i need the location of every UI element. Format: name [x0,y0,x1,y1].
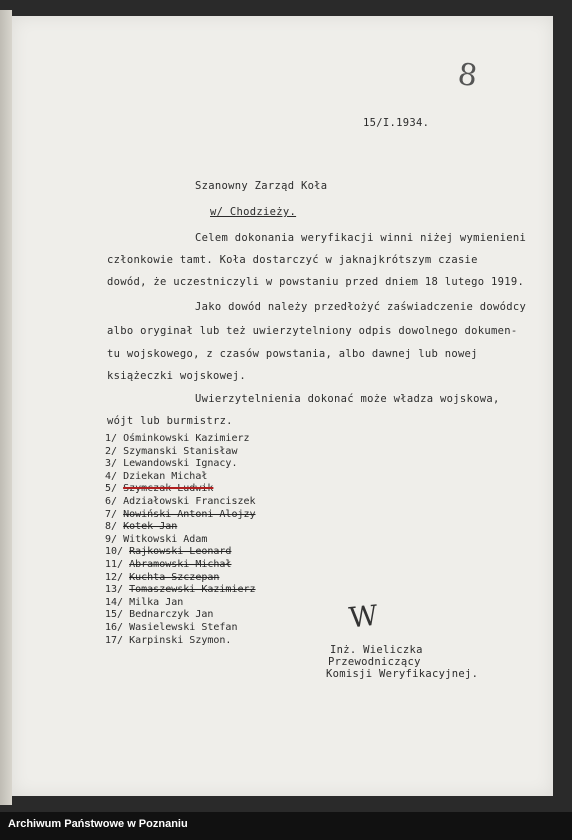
item-number: 15/ [105,609,124,621]
signer-committee: Komisji Weryfikacyjnej. [326,668,479,680]
page-number: 8 [455,56,480,95]
member-name: Dziekan Michał [123,470,208,482]
item-number: 7/ [105,508,118,520]
item-number: 16/ [105,621,124,633]
item-number: 11/ [105,558,124,570]
list-item [105,597,256,610]
signer-name: Inż. Wieliczka [330,644,423,656]
item-number: 14/ [105,596,124,608]
item-number: 10/ [105,546,124,558]
member-name: Wasielewski Stefan [129,621,238,633]
list-item [105,584,256,597]
list-item [105,546,256,559]
member-name: Lewandowski Ignacy. [123,458,238,470]
list-item [105,572,256,585]
list-item [105,446,256,459]
letter-date: 15/I.1934. [363,117,430,129]
member-name: Kuchta Szczepan [129,571,220,583]
item-number: 3/ [105,458,118,470]
item-number: 2/ [105,445,118,457]
body-line-3: dowód, że uczestniczyli w powstaniu przed dniem 18 lutego 1919. [107,276,525,288]
item-number: 9/ [105,533,118,545]
member-name: Karpinski Szymon. [129,634,232,646]
item-number: 6/ [105,495,118,507]
member-name: Milka Jan [129,596,184,608]
body-line-7: książeczki wojskowej. [107,370,247,382]
member-name: Rajkowski Leonard [129,546,232,558]
member-name: Szymanski Stanisław [123,445,238,457]
member-name: Kotek Jan [123,521,178,533]
item-number: 12/ [105,571,124,583]
signer-title: Przewodniczący [328,656,421,668]
body-line-9: wójt lub burmistrz. [107,415,233,427]
list-item [105,458,256,471]
list-item [105,559,256,572]
body-line-4: Jako dowód należy przedłożyć zaświadczenie dowódcy [195,301,527,313]
member-name: Adziałowski Franciszek [123,495,256,507]
list-item [105,609,256,622]
item-number: 17/ [105,634,124,646]
body-line-5: albo oryginał lub też uwierzytelniony odpis dowolnego dokumen- [107,325,518,337]
item-number: 1/ [105,433,118,444]
member-name: Tomaszewski Kazimierz [129,584,256,596]
member-name: Nowiński Antoni Alojzy [123,508,256,520]
list-item [105,534,256,547]
item-number: 8/ [105,521,118,533]
list-item [105,496,256,509]
list-item [105,509,256,522]
item-number: 13/ [105,584,124,596]
archive-footer [0,812,572,840]
list-item [105,622,256,635]
member-list [105,433,256,647]
address-line-1: Szanowny Zarząd Koła [195,180,328,192]
handwritten-signature: W [347,598,380,635]
address-line-2: w/ Chodzieży. [210,206,297,218]
list-item [105,483,256,496]
archive-name: Archiwum Państwowe w Poznaniu [8,818,188,830]
body-line-6: tu wojskowego, z czasów powstania, albo dawnej lub nowej [107,348,478,360]
body-line-8: Uwierzytelnienia dokonać może władza wojskowa, [195,393,500,405]
body-line-1: Celem dokonania weryfikacji winni niżej wymienieni [195,232,527,244]
member-name: Szymczak Ludwik [123,483,214,495]
item-number: 5/ [105,483,118,495]
item-number: 4/ [105,470,118,482]
member-name: Bednarczyk Jan [129,609,214,621]
list-item [105,521,256,534]
body-line-2: członkowie tamt. Koła dostarczyć w jaknajkrótszym czasie [107,254,478,266]
member-name: Abramowski Michał [129,558,232,570]
list-item [105,635,256,648]
member-name: Ośminkowski Kazimierz [123,433,250,444]
member-name: Witkowski Adam [123,533,208,545]
page-edge [0,10,12,805]
list-item [105,471,256,484]
list-item [105,433,256,446]
